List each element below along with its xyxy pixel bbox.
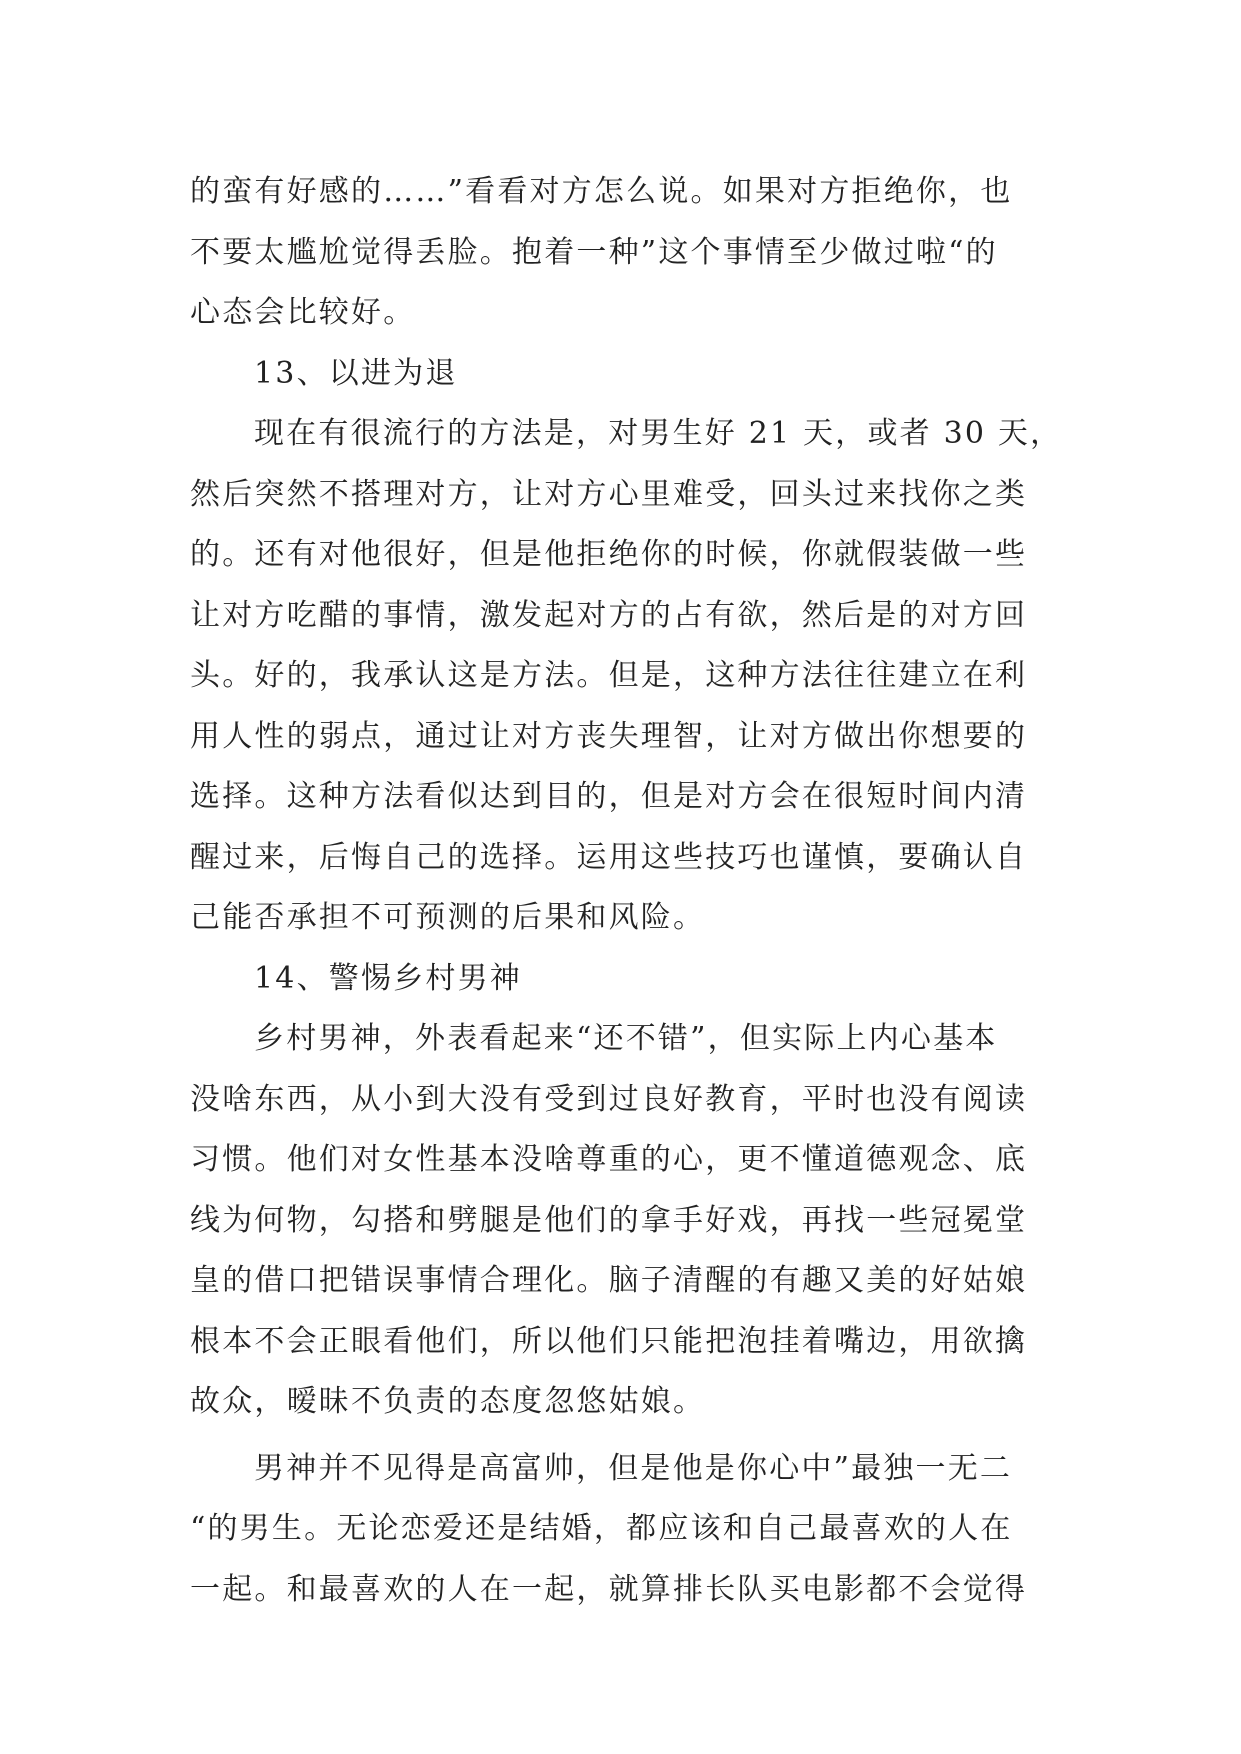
section-heading-13: 13、以进为退 [254, 355, 458, 391]
text-line: 乡村男神，外表看起来“还不错”，但实际上内心基本 [254, 1021, 998, 1056]
text-line: 一起。和最喜欢的人在一起，就算排长队买电影都不会觉得 [190, 1571, 1028, 1607]
text-line: 根本不会正眼看他们，所以他们只能把泡挂着嘴边，用欲擒 [190, 1323, 1028, 1359]
text-line: 没啥东西，从小到大没有受到过良好教育，平时也没有阅读 [190, 1081, 1028, 1117]
text-line: 线为何物，勾搭和劈腿是他们的拿手好戏，再找一些冠冕堂 [190, 1202, 1028, 1238]
text-line: 的蛮有好感的……”看看对方怎么说。如果对方拒绝你，也 [190, 174, 1013, 209]
text-line: 现在有很流行的方法是，对男生好 21 天，或者 30 天， [254, 416, 1063, 451]
text-line: 心态会比较好。 [190, 295, 416, 330]
text-line: 故众，暧昧不负责的态度忽悠姑娘。 [190, 1384, 706, 1419]
text-line: 头。好的，我承认这是方法。但是，这种方法往往建立在利 [190, 658, 1028, 693]
text-line: 皇的借口把错误事情合理化。脑子清醒的有趣又美的好姑娘 [190, 1263, 1028, 1298]
text-line: 不要太尴尬觉得丢脸。抱着一种”这个事情至少做过啦“的 [190, 234, 998, 270]
text-line: 然后突然不搭理对方，让对方心里难受，回头过来找你之类 [190, 476, 1028, 512]
text-line: 让对方吃醋的事情，激发起对方的占有欲，然后是的对方回 [190, 597, 1028, 633]
section-heading-14: 14、警惕乡村男神 [254, 960, 522, 996]
text-line: 己能否承担不可预测的后果和风险。 [190, 900, 706, 935]
body-text [190, 162, 1063, 1620]
text-line: 的。还有对他很好，但是他拒绝你的时候，你就假装做一些 [190, 537, 1028, 572]
text-line: 选择。这种方法看似达到目的，但是对方会在很短时间内清 [190, 779, 1028, 814]
text-line: “的男生。无论恋爱还是结婚，都应该和自己最喜欢的人在 [190, 1511, 1013, 1546]
text-line: 用人性的弱点，通过让对方丧失理智，让对方做出你想要的 [190, 718, 1028, 754]
text-line: 习惯。他们对女性基本没啥尊重的心，更不懂道德观念、底 [190, 1142, 1028, 1177]
text-line: 男神并不见得是高富帅，但是他是你心中”最独一无二 [254, 1450, 1013, 1486]
text-line: 醒过来，后悔自己的选择。运用这些技巧也谨慎，要确认自 [190, 839, 1028, 875]
